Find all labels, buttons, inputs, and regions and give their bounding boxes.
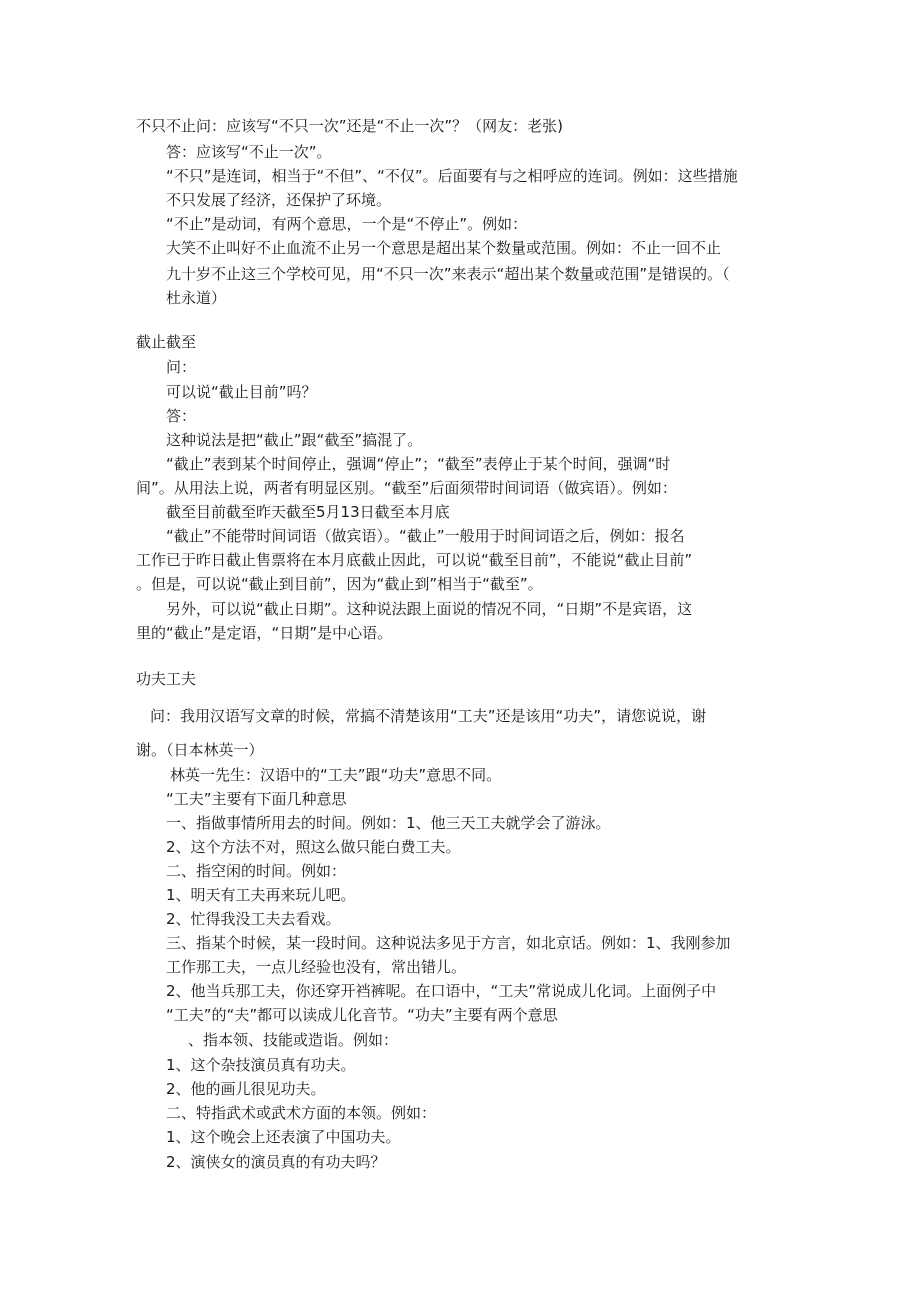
paragraph-line: “不止”是动词，有两个意思，一个是“不停止”。例如： (166, 215, 528, 233)
paragraph-line: 可以说“截止目前”吗？ (166, 383, 317, 401)
paragraph-line: 1、这个杂技演员真有功夫。 (166, 1056, 356, 1074)
paragraph-line: 截至目前截至昨天截至5月13日截至本月底 (166, 503, 450, 521)
paragraph-line: 工作已于昨日截止售票将在本月底截止因此，可以说“截至目前”，不能说“截止目前” (136, 551, 693, 569)
paragraph-line: 问：我用汉语写文章的时候，常搞不清楚该用“工夫”还是该用“功夫”，请您说说，谢 (150, 707, 707, 725)
paragraph-line: 另外，可以说“截止日期”。这种说法跟上面说的情况不同，“日期”不是宾语，这 (166, 600, 693, 618)
paragraph-line: 。但是，可以说“截止到目前”，因为“截止到”相当于“截至”。 (136, 575, 543, 593)
paragraph-line: 工作那工夫，一点儿经验也没有，常出错儿。 (166, 958, 467, 976)
paragraph-line: 不只发展了经济，还保护了环境。 (166, 191, 392, 209)
section-title: 截止截至 (136, 333, 197, 351)
paragraph-line: 问： (166, 358, 197, 376)
paragraph-line: 二、特指武术或武术方面的本领。例如： (166, 1104, 437, 1122)
paragraph-line: “不只”是连词，相当于“不但”、“不仅”。后面要有与之相呼应的连词。例如：这些措施 (166, 167, 738, 185)
paragraph-line: 大笑不止叫好不止血流不止另一个意思是超出某个数量或范围。例如：不止一回不止 (166, 239, 722, 257)
paragraph-line: 九十岁不止这三个学校可见，用“不只一次”来表示“超出某个数量或范围”是错误的。（ (166, 265, 730, 283)
paragraph-line: 答： (166, 407, 197, 425)
paragraph-line: “截止”不能带时间词语（做宾语）。“截止”一般用于时间词语之后，例如：报名 (166, 527, 685, 545)
paragraph-line: 2、演侠女的演员真的有功夫吗？ (166, 1153, 386, 1171)
paragraph-line: 答：应该写“不止一次”。 (166, 143, 332, 161)
paragraph-line: 二、指空闲的时间。例如： (166, 862, 347, 880)
paragraph-line: 2、他的画儿很见功夫。 (166, 1080, 326, 1098)
paragraph-line: 林英一先生：汉语中的“工夫”跟“功夫”意思不同。 (170, 766, 502, 784)
paragraph-line: “工夫”的“夫”都可以读成儿化音节。“功夫”主要有两个意思 (166, 1006, 558, 1024)
paragraph-line: “截止”表到某个时间停止，强调“停止”；“截至”表停止于某个时间，强调“时 (166, 455, 671, 473)
paragraph-line: 1、这个晚会上还表演了中国功夫。 (166, 1128, 401, 1146)
paragraph-line: 里的“截止”是定语，“日期”是中心语。 (136, 624, 393, 642)
paragraph-line: 三、指某个时候，某一段时间。这种说法多见于方言，如北京话。例如：1、我刚参加 (166, 934, 731, 952)
section-title: 功夫工夫 (136, 670, 197, 688)
paragraph-line: 杜永道） (166, 289, 227, 307)
paragraph-line: 2、他当兵那工夫，你还穿开裆裤呢。在口语中，“工夫”常说成儿化词。上面例子中 (166, 982, 717, 1000)
paragraph-line: 2、忙得我没工夫去看戏。 (166, 910, 341, 928)
paragraph-line: 2、这个方法不对，照这么做只能白费工夫。 (166, 838, 461, 856)
paragraph-line: 、指本领、技能或造诣。例如： (188, 1031, 399, 1049)
paragraph-line: “工夫”主要有下面几种意思 (166, 790, 347, 808)
paragraph-line: 间”。从用法上说，两者有明显区别。“截至”后面须带时间词语（做宾语）。例如： (136, 479, 677, 497)
paragraph-line: 这种说法是把“截止”跟“截至”搞混了。 (166, 431, 423, 449)
paragraph-line: 谢。（日本林英一） (136, 741, 264, 759)
paragraph-line: 一、指做事情所用去的时间。例如：1、他三天工夫就学会了游泳。 (166, 814, 611, 832)
paragraph-line: 1、明天有工夫再来玩儿吧。 (166, 886, 356, 904)
paragraph-line: 不只不止问：应该写“不只一次”还是“不止一次”？（网友：老张) (136, 117, 563, 135)
